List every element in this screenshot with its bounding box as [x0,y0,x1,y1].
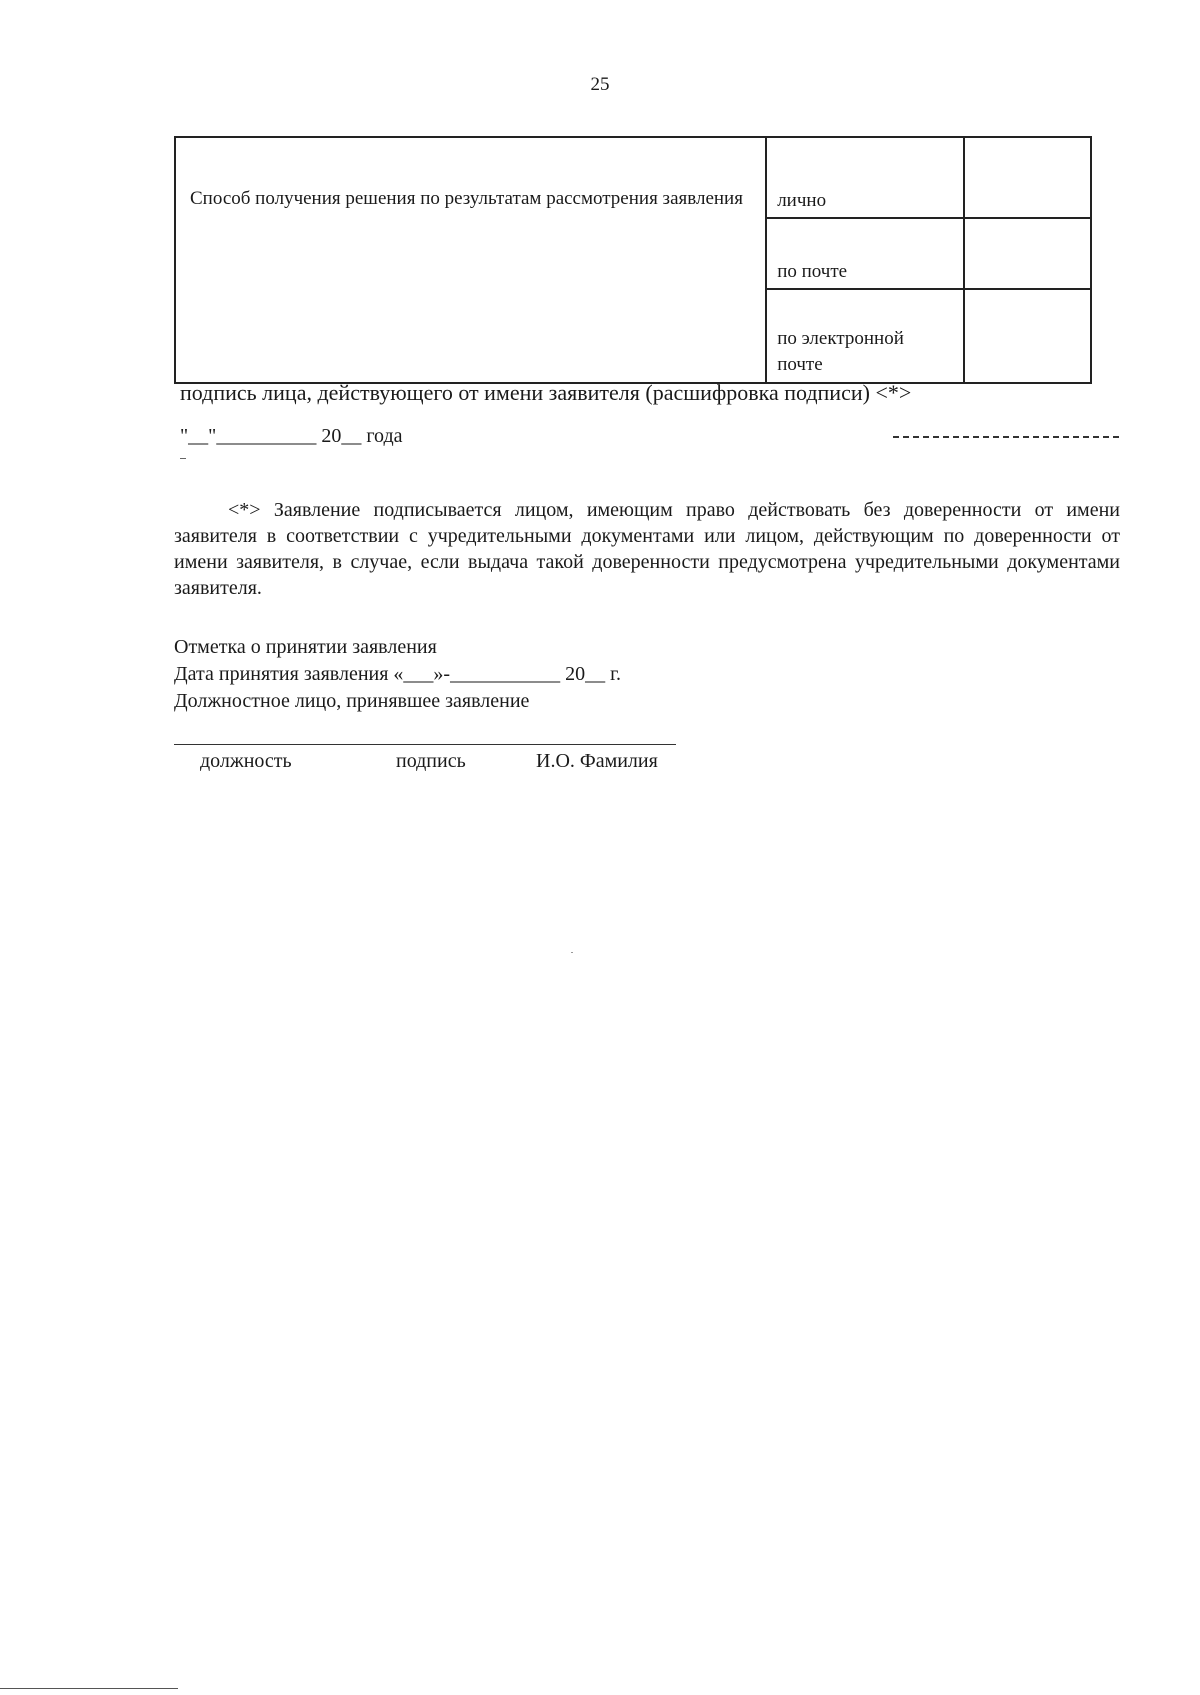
receipt-heading: Отметка о принятии заявления [174,636,437,658]
method-label-cell [175,137,766,383]
receipt-block [174,634,774,715]
receipt-official: Должностное лицо, принявшее заявление [174,690,530,712]
footer-rule [0,1688,178,1689]
caption-full-name: И.О. Фамилия [536,750,658,772]
caption-position: должность [200,750,292,772]
footnote: <*> Заявление подписывается лицом, имеющим право действовать без доверенности от имени заявителя в соответствии с учредительными документами или лицом, действующим по доверенности от имени заявителя, в случае, если выдача такой доверенности предусмотрена учредительными документами заявителя. [174,499,1120,599]
checkbox-in-person[interactable] [964,137,1091,218]
date-line: "__"__________ 20__ года [180,425,403,447]
receipt-method-table [174,136,1092,384]
caption-signature: подпись [396,750,466,772]
signature-dash-line [893,436,1119,438]
method-label: Способ получения решения по результатам рассмотрения заявления [190,188,743,209]
checkbox-by-mail[interactable] [964,218,1091,289]
signature-rule [174,744,676,745]
option-by-mail: по почте [777,261,848,283]
option-cell-by-mail [766,218,964,289]
signature-line-text: подпись лица, действующего от имени заявителя (расшифровка подписи) <*> [180,380,912,405]
option-in-person: лично [777,190,827,211]
page-number: 25 [590,74,610,95]
option-by-email: по электронной почте [777,328,904,376]
option-cell-in-person [766,137,964,218]
receipt-date: Дата принятия заявления «___»-___________ 20__ г. [174,663,622,685]
scan-speck [571,952,573,953]
stray-mark [180,458,186,459]
checkbox-by-email[interactable] [964,289,1091,383]
option-cell-by-email [766,289,964,383]
